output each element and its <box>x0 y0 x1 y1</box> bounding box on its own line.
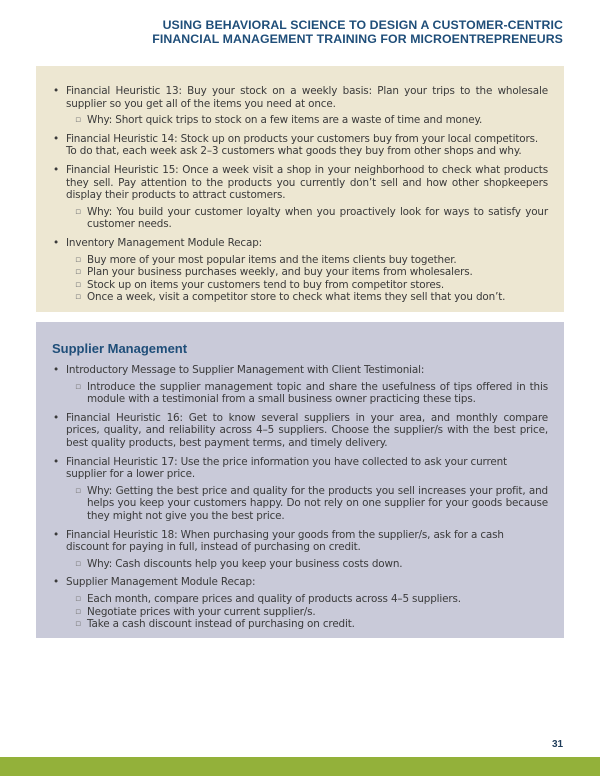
sub-item-text: Why: Short quick trips to stock on a few items are a waste of time and money. <box>87 114 483 127</box>
list-item <box>36 85 564 127</box>
sub-list-item <box>75 253 548 267</box>
supplier-management-box <box>36 322 564 638</box>
sub-item-text: Stock up on items your customers tend to buy from competitor stores. <box>87 278 445 291</box>
sub-item-text: Why: Cash discounts help you keep your business costs down. <box>87 557 403 570</box>
bullet-icon: • <box>53 528 59 541</box>
section-title: Supplier Management <box>52 341 188 356</box>
square-bullet-icon: ▫ <box>75 254 81 265</box>
inventory-list <box>36 66 564 304</box>
sub-item-text: Introduce the supplier management topic and share the usefulness of tips offered in this module with a testimonial from a small business owner practicing these tips. <box>87 380 548 406</box>
list-item <box>36 412 564 450</box>
list-item <box>36 164 564 231</box>
document-header <box>152 18 563 46</box>
list-item <box>36 529 564 571</box>
square-bullet-icon: ▫ <box>75 593 81 604</box>
bullet-icon: • <box>53 364 59 376</box>
inventory-management-box <box>36 66 564 312</box>
sub-item-text: Why: You build your customer loyalty when you proactively look for ways to satisfy your customer needs. <box>87 205 548 231</box>
bullet-icon: • <box>53 411 59 424</box>
item-text: Financial Heuristic 13: Buy your stock on a weekly basis: Plan your trips to the wholesale supplier so you get all of the items you need at once. <box>66 85 548 110</box>
bullet-icon: • <box>53 132 59 145</box>
item-text: Supplier Management Module Recap: <box>66 576 256 589</box>
sub-list-item <box>75 114 548 127</box>
sub-list-item <box>75 557 548 571</box>
list-item <box>36 364 564 406</box>
square-bullet-icon: ▫ <box>75 279 81 290</box>
square-bullet-icon: ▫ <box>75 292 81 303</box>
item-text: Financial Heuristic 17: Use the price information you have collected to ask your current supplier for a lower price. <box>66 455 507 481</box>
bullet-icon: • <box>53 455 59 468</box>
bullet-icon: • <box>53 576 59 589</box>
item-text: Financial Heuristic 18: When purchasing your goods from the supplier/s, ask for a cash discount for paying in full, instead of purchasing on credit. <box>66 528 504 554</box>
footer-band <box>0 757 600 776</box>
sub-item-text: Each month, compare prices and quality of products across 4–5 suppliers. <box>87 592 461 605</box>
square-bullet-icon: ▫ <box>75 381 81 392</box>
item-text: Financial Heuristic 16: Get to know several suppliers in your area, and monthly compare prices, quality, and reliability across 4–5 suppliers. Choose the supplier/s with the best price, best quality products, best payment terms, and timely delivery. <box>66 411 548 449</box>
sub-item-text: Negotiate prices with your current supplier/s. <box>87 605 316 618</box>
supplier-list <box>36 364 564 631</box>
sub-list-item <box>75 592 548 606</box>
sub-item-text: Buy more of your most popular items and the items clients buy together. <box>87 253 457 266</box>
list-item <box>36 576 564 630</box>
sub-list-item <box>75 484 548 523</box>
sub-list-item <box>75 205 548 231</box>
sub-list-item <box>75 618 548 631</box>
item-text: Financial Heuristic 14: Stock up on products your customers buy from your local competitors. To do that, each week ask 2–3 customers what goods they buy from other shops and why. <box>66 132 539 158</box>
item-text: Introductory Message to Supplier Management with Client Testimonial: <box>66 364 425 376</box>
square-bullet-icon: ▫ <box>75 267 81 278</box>
sub-list-item <box>75 380 548 406</box>
square-bullet-icon: ▫ <box>75 115 81 126</box>
item-text: Inventory Management Module Recap: <box>66 236 262 249</box>
header-line-1: USING BEHAVIORAL SCIENCE TO DESIGN A CUSTOMER-CENTRIC <box>162 18 563 32</box>
bullet-icon: • <box>53 85 59 97</box>
sub-item-text: Take a cash discount instead of purchasing on credit. <box>87 618 355 631</box>
list-item <box>36 133 564 158</box>
square-bullet-icon: ▫ <box>75 206 81 217</box>
square-bullet-icon: ▫ <box>75 606 81 617</box>
bullet-icon: • <box>53 163 59 176</box>
square-bullet-icon: ▫ <box>75 485 81 496</box>
square-bullet-icon: ▫ <box>75 619 81 630</box>
page-number: 31 <box>552 739 564 750</box>
sub-list-item <box>75 278 548 292</box>
list-item <box>36 237 564 304</box>
sub-list-item <box>75 291 548 304</box>
sub-list-item <box>75 266 548 279</box>
square-bullet-icon: ▫ <box>75 558 81 569</box>
list-item <box>36 456 564 523</box>
bullet-icon: • <box>53 236 59 249</box>
sub-list-item <box>75 605 548 619</box>
sub-item-text: Plan your business purchases weekly, and buy your items from wholesalers. <box>87 266 473 279</box>
item-text: Financial Heuristic 15: Once a week visit a shop in your neighborhood to check what products they sell. Pay attention to the products you currently don’t sell and how other shopkeepers display their products to attract customers. <box>66 163 548 202</box>
sub-item-text: Why: Getting the best price and quality for the products you sell increases your profit, and helps you keep your customers happy. Do not rely on one supplier for your goods because they might not give you the best price. <box>87 484 548 522</box>
header-line-2: FINANCIAL MANAGEMENT TRAINING FOR MICROENTREPRENEURS <box>152 32 563 46</box>
sub-item-text: Once a week, visit a competitor store to check what items they sell that you don’t. <box>87 291 506 304</box>
